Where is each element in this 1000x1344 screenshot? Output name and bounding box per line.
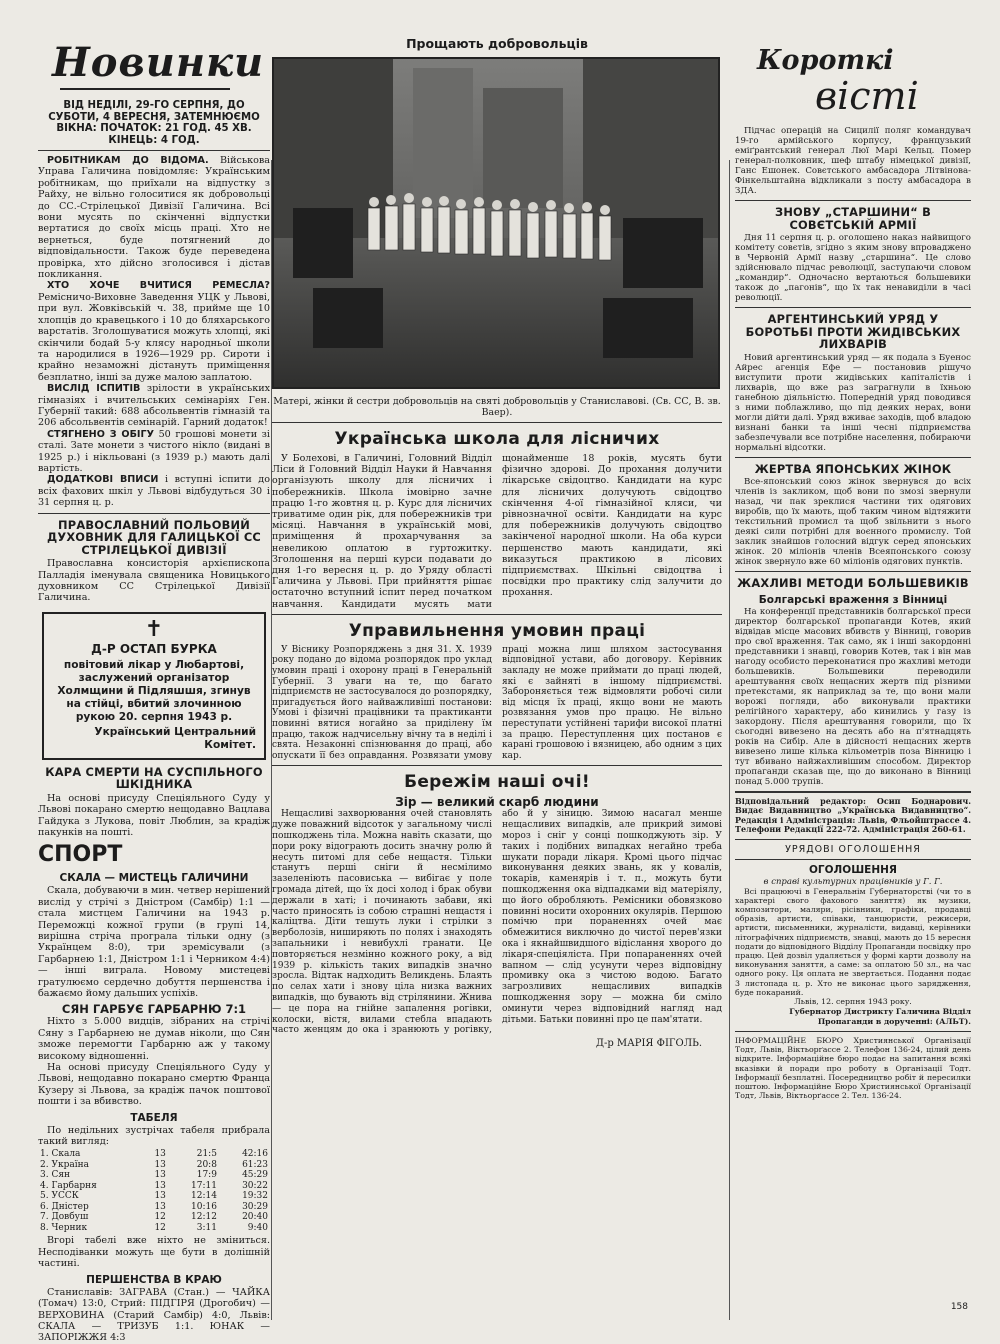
page-number: 158	[950, 1302, 968, 1312]
divider	[735, 200, 971, 201]
table-row	[38, 1170, 270, 1181]
divider	[735, 457, 971, 458]
argentina-text: Новий аргентинський уряд — як подала з Буенос Айрес агенція Ефе — постановив рішучо виступити проти жидівських капіталістів і лихварів, що вже раз заграгнули в їхньою ганебною діяльністю. Попередній уряд поводився з ними поблажливо, що під деяких нерах, вони могли дійти далі. Уряд вживає заходів, щоб владою визнані банки та інші чесні підприємства забезпечували все потрібне населення, побираючи нормальні відсотки.	[735, 352, 971, 453]
sport1-text: Скала, добуваючи в мин. четвер нерішений вислід у стрічі з Дністром (Самбір) 1:1 — стала мистцем Галичини на 1943 р. Переможці кожної групи (в групі 14, вирішна стріча програла тільки одну (з Українцем 8:0), три зремісували (з Гарбарнею 1:1, Дністром 1:1 і Черником 4:4) — інші виграла. Новому мистецеві гратулюємо сердечно добуття першенства і бажаємо йому дальших успіхів.	[38, 885, 270, 999]
death-sentence-title: КАРА СМЕРТИ НА СУСПІЛЬНОГО ШКІДНИКА	[45, 764, 263, 792]
divider	[735, 307, 971, 308]
table-note: Вгорі табелі вже ніхто не зміниться. Несподіванки можуть ще бути в долішній частині.	[38, 1235, 270, 1270]
divider	[735, 839, 971, 840]
goals-cell: 9:40	[247, 1222, 268, 1233]
table-row	[38, 1212, 270, 1223]
news-text: зрілости в українських гімназіях і вчительських семінаріях Ген. Губернії такий: 688 абсольвентів гімназій та 206 абсольвентів семінарій. Гарний додаток!	[38, 383, 270, 429]
masthead-korotki-top: Короткі	[757, 45, 894, 76]
games-cell: 13	[154, 1170, 166, 1181]
team-cell: 3. Сян	[40, 1170, 71, 1181]
news-text: і вступні іспити до всіх фахових шкіл у Львові відбудуться 30 і 31 серпня ц. р.	[38, 474, 270, 509]
short-news-list	[38, 155, 270, 509]
masthead-novynky-text: Новинки	[52, 39, 265, 86]
games-cell: 12	[154, 1222, 166, 1233]
japan-title: ЖЕРТВА ЯПОНСЬКИХ ЖІНОК	[754, 461, 952, 476]
standings-table	[38, 1149, 270, 1233]
chaplain-title: ПРАВОСЛАВНИЙ ПОЛЬОВИЙ ДУХОВНИК ДЛЯ ГАЛИЦЬКОЇ СС СТРІЛЕЦЬКОЇ ДИВІЗІЇ	[47, 517, 261, 557]
table-row	[38, 1149, 270, 1160]
table-row	[38, 1181, 270, 1192]
eyes-text: Нещасливі захворювання очей становлять дуже поважний відсоток у загальному числі пошкоджень тіла. Можна навіть сказати, що пори року відограють досить значну ролю й несуть питомі для себе нещастя. Тільки станутъ перші сніги й несмілимо зазеленіють пасовиська — вибігає у поле громада дітей, що їх досі холод і брак обуви держали в хаті; і починають забави, які часто приносять із собою страшні нещастя і каліцтва. Діти тешуть луки і стрілки з верболозів, ниширяють по полях і знаходять запальники і невибухлі гранати. Це повторяється незмінно кожного року, а від 1939 р. кількість таких випадків значно зросла. Відтак надходить Великдень. Блаять по селах хати і знову ціла низка важних випадків, що бувають від стрілянини. Жнива — це пора на гнійне запалення рогівки, колоски, вістя, вилами стебла впадають часто женцям до ока і зранюють у рогівку, або й у зіницю. Зимою насагал менше нещасливих випадків, але прикрий зимові мороз і сніг у сонці пошкоджують зір. У таких і подібних випадках негайно треба шукати поради лікаря. Кромі цього підчас виконування деяких звань, як у ковалів, токарів, каменярів і т. п., можуть бути пошкодження ока відпадками від матеріялу, що його обробляють. Ремісники обовязково повинні носити охоронних окулярів. Першою помічю при пораненнях очей має обмежитися виключно до чистої перев'язки ока і якнайшвидшого відіслання хворого до лікаря-спеціяліста. При попараненнях очей вапном — слід усунути через відповідну промивку ока з чистою водою. Багато загрозливих нещасливих випадків пошкодження зору — можна би сміло оминути через відповідний нагляд над дітьми. Батьки повинні про це пам'ятати.	[272, 809, 722, 1036]
blackout-notice: ВІД НЕДІЛІ, 29-ГО СЕРПНЯ, ДО СУБОТИ, 4 ВЕРЕСНЯ, ЗАТЕМНЮЄМО ВІКНА: ПОЧАТОК: 21 ГОД. 45 ХВ. КІНЕЦЬ: 4 ГОД.	[48, 100, 260, 146]
forestry-school-text: У Болехові, в Галичині, Головний Відділ Ліси й Головний Відділ Науки й Навчання організують школу для лісничих і побережників. Школа імовірно зачне працю 1-го жовтня ц. р. Курс для лісничих триватиме один рік, для побережників три місяці. Навчання в українській мові, приміщення й прохарчування за невеликою оплатою в гуртожитку. Зголошення на перші курси подавати до дня 1-го вересня ц. р. до Уряду області Галичина у Львові. При прийняття рішає остаточно вступний іспит перед початком навчання. Кандидати мусять мати щонайменше 18 років, мусять бути фізично здорові. До прохання долучити лікарське свідоцтво. Кандидати на курс для лісничих долучують свідоцтво скінчення 4-ої гімназійної кляси, чи рівнозначної освіти. Кандидати на курс для побережників долучують свідоцтво закінченої народної школи. На оба курси першенство мають кандидати, які виказуться практикою в лісових підприємствах. Шкільні свідоцтва і посвідки про практику слід залучити до прохання.	[272, 453, 722, 610]
column-rule-right	[729, 160, 730, 1320]
team-cell: 8. Черник	[40, 1222, 88, 1233]
masthead-korotki-bottom: вісті	[815, 74, 919, 118]
editor-credits: Відповідальний редактор: Осип Боднарович. Видає Видавництво „Українська Видавництво“. Редакція і Адміністрація: Львів, Фльойштрассе 4. Телефони Редакції 222-72. Адміністрація 260-61.	[735, 795, 971, 834]
news-item	[38, 155, 270, 280]
volunteers-photo	[272, 57, 720, 389]
goals-cell: 61:23	[242, 1159, 268, 1170]
gov-text: Всі працюючі в Генеральнім Губернаторстві (чи то в характері свого фахового заняття) як музики, композитори, маляри, рісівники, графіки, продавці образів, артисти, співаки, танцюристи, режисери, артисти, письменники, журналісти, видавці, керівники літографічних підприємств, знавці, мають до 15 вересня подати до відповідного Відділу Пропаганди посвідку про працю. Цей дозвіл удаляється у формі карти дозволу на виконування заняття, а саме: за оплатою 50 зл., на час одного року. Ця оплата не звертається. Подання подає 3 листопада ц. р. Хто не виконає цього зарядження, буде покараний.	[735, 886, 971, 997]
eyes-body	[272, 809, 722, 1036]
methods-subtitle: Болгарські враження з Вінниці	[758, 593, 948, 606]
games-cell: 13	[154, 1180, 166, 1191]
goals-cell: 30:22	[242, 1180, 268, 1191]
points-cell: 17:9	[196, 1170, 217, 1181]
points-cell: 20:8	[196, 1159, 217, 1170]
chaplain-text: Православна консисторія архієпископа Палладія іменувала священика Новицького духовником СС Стрілецької Дивізії Галичина.	[38, 558, 270, 604]
sport1-title: СКАЛА — МИСТЕЦЬ ГАЛИЧИНИ	[59, 872, 249, 885]
info-bureau-text: ІНФОРМАЦІЙНЕ БЮРО Християнської Організації Тодт, Львів, Віктьорґассе 2. Телефон 136-24, цілий день відкрите. Інформаційне бюро подає на запитання всякі вказівки й поради про роботу в Організації Тодт. Інформації безплатні. Посередництво робіт й пересилки поштою. Інформаційне Бюро Християнської Організації Тодт, Львів, Віктьорґассе 2. Тел. 136-24.	[735, 1035, 971, 1101]
methods-text: На конференції представників болгарської преси директор болгарської пропаганди Котев, який відвідав місце масових вбивств у Вінниці, говорив про свої враження. Так само, як і інші закордонні представники і знавці, говорив Котев, так і він мав нагоду особисто переконатися про жахливі методи большевиків. Большевики переводили арештування своїх нещасних жертв під різними претекстами, як наприклад за те, що вони мали ворожі погляди, або виконували практики релігійного характеру, або кинились у газу із закордону. Після арештування говорили, що їх сьогодні вивезено на десять або на п'ятнадцять років на Сибір. Але в дійсності нещасних жертв вивезено лише кілька кільометрів поза Вінницю і тут вбивано найжахливішим способом. Директор пропаганди сказав ще, що до виконано в Вінниці понад 5.000 трупів.	[735, 606, 971, 787]
goals-cell: 42:16	[242, 1149, 268, 1160]
divider	[735, 1031, 971, 1032]
table-row	[38, 1202, 270, 1213]
obituary-box	[42, 612, 266, 760]
cross-icon: ✝	[144, 616, 164, 642]
points-cell: 10:16	[191, 1201, 217, 1212]
gov-date: Львів, 12. серпня 1943 року.	[794, 996, 912, 1006]
sport2-title: СЯН ГАРБУЄ ГАРБАРНЮ 7:1	[61, 1002, 247, 1017]
divider	[735, 859, 971, 860]
games-cell: 13	[154, 1149, 166, 1160]
goals-cell: 30:29	[242, 1201, 268, 1212]
right-column	[735, 0, 971, 1326]
gov-title: ОГОЛОШЕННЯ	[809, 863, 897, 876]
officers-title: ЗНОВУ „СТАРШИНИ“ В СОВЄТСЬКІЙ АРМІЇ	[775, 205, 931, 232]
games-cell: 13	[154, 1159, 166, 1170]
news-text: Військова Управа Галичина повідомляє: Українським робітникам, що приїхали на відпустку з Райху, не вільно голоситися як добровольці до СС.-Стрілецької Дивізії Галичина. Всі вони мусять по скінченні відпустки вертатися до своїх місць праці. Хто не вернеться, буде потягнений до відповідальности. Також буде переведена провірка, хто дійсно зголосився і дістав покликання.	[38, 155, 270, 281]
eyes-signature: Д-р МАРІЯ ФІГОЛЬ.	[595, 1038, 702, 1050]
team-cell: 2. Україна	[40, 1159, 89, 1170]
games-cell: 12	[154, 1212, 166, 1223]
labor-conditions-body	[272, 645, 722, 762]
team-cell: 6. Дністер	[40, 1201, 89, 1212]
news-head: ВИСЛІД ІСПИТІВ	[47, 383, 141, 395]
table-intro: По недільних зустрічах табеля прибрала такий вигляд:	[38, 1124, 270, 1148]
points-cell: 17:11	[191, 1180, 217, 1191]
divider	[272, 422, 722, 423]
regional-text: Станиславів: ЗАГРАВА (Стан.) — ЧАЙКА (Томач) 13:0, Стрий: ПІДГІРЯ (Дрогобич) — ВЕРХОВИНА (Старий Самбір) 4:0, Львів: СКАЛА — ТРИЗУБ 1:1. ЮНАК — ЗАПОРІЖЖЯ 4:3	[38, 1286, 270, 1344]
team-cell: 4. Гарбарня	[40, 1180, 97, 1191]
photo-caption: Матері, жінки й сестри добровольців на святі добровольців у Станиславові. (Св. СС, В. зв. Ваер).	[273, 396, 721, 418]
news-text: 50 грошові монети зі сталі. Зате монети з чистого нікло (видані в 1925 р.) і нікльовані (з 1939 р.) мають далі вартість.	[38, 428, 270, 474]
table-row	[38, 1223, 270, 1234]
japan-text: Все-японський союз жінок звернувся до всіх членів із закликом, щоб вони по змозі звернули назад, чи пак зреклися частини тих одягових виробів, що їх мають, щоб таким чином відтяжити текстильний промисл та щоб звільнити з нього деякі сили потрібні для воєнного промислу. Той заклик знайшов голосний відгук серед японських жінок. 20 міліонів членів Всеяпонського союзу жінок звернуло вже 60 міліонів одягових пунктів.	[735, 477, 971, 567]
sport2-text: Ніхто з 5.000 видців, зібраних на стрічі Сяну з Гарбарнею не думав ніколи, що Сян зможе перемогти Гарбарню аж у такому високому відношенні.	[38, 1016, 270, 1062]
games-cell: 13	[154, 1201, 166, 1212]
news-item	[38, 429, 270, 475]
points-cell: 3:11	[196, 1222, 217, 1233]
obituary-name: Д-Р ОСТАП БУРКА	[91, 641, 217, 656]
points-cell: 12:14	[191, 1191, 217, 1202]
divider	[38, 513, 270, 514]
sport2-text-2: На основі присуду Спеціяльного Суду у Львові, нещодавно покарано смертю Франца Кузеру зі Львова, за крадіж пачок поштової пошти і за вбивство.	[38, 1062, 270, 1108]
points-cell: 21:5	[196, 1149, 217, 1160]
table-row	[38, 1191, 270, 1202]
sport-heading: СПОРТ	[38, 842, 123, 868]
news-item	[38, 383, 270, 429]
divider	[735, 791, 971, 793]
table-title: ТАБЕЛЯ	[130, 1111, 178, 1124]
gov-signature: Губернатор Дистрикту Галичина Відділ Пропаганди в дорученні: (АЛЬТ).	[789, 1006, 971, 1026]
masthead-korotki	[735, 46, 971, 124]
goals-cell: 19:32	[242, 1191, 268, 1202]
news-head: ДОДАТКОВІ ВПИСИ	[47, 474, 159, 486]
divider	[272, 614, 722, 615]
gov-subtitle: в справі культурних працівників у Г. Г.	[763, 876, 943, 887]
middle-column	[272, 0, 722, 1326]
masthead-underline	[60, 88, 230, 90]
obituary-signature: Український Центральний Комітет.	[94, 725, 256, 751]
games-cell: 13	[154, 1191, 166, 1202]
gov-announcements-head: УРЯДОВІ ОГОЛОШЕННЯ	[785, 843, 921, 855]
left-column	[38, 0, 270, 1344]
divider	[272, 765, 722, 766]
team-cell: 5. УССК	[40, 1191, 79, 1202]
divider	[735, 571, 971, 572]
news-head: РОБІТНИКАМ ДО ВІДОМА.	[47, 155, 209, 166]
divider	[38, 150, 270, 151]
labor-conditions-text: У Віснику Розпоряджень з дня 31. X. 1939 року подано до відома розпорядок про уклад умовин праці і охорону праці в Генеральній Губернії. З уваги на те, що багато підприємств не застосувалося до розпорядку, пригадується його найважливіші постанови: Умові і фізичні працівники та практиканти повинні вятися ногайно за приділену їм працю, також надчисельну вічну та в неділі і свята. Незаконні спізнювання до праці, або опускати її без оправдання. Розвязати умову праці можна лиш шляхом застосування відповідної устави, або договору. Керівник закладу не може приймати до праці людей, які є зайняті в іншому підприємстві. Забороняється теж відмовляти робочі сили від місця їх праці, якщо вони не мають розвязання умов про працю. Не вільно переступати устійнені тарифи високої платні за працю. Переступлення цих постанов є карані грошовою і вязницею, або одним з цих кар.	[272, 644, 722, 761]
eyes-title: Бережім наші очі!	[404, 772, 590, 793]
death-sentence-text: На основі присуду Спеціяльного Суду у Львові покарано смертю нещодавно Вацлава Гайдука з Лукова, повіт Люблин, за крадіж пакунків на пошті.	[38, 792, 270, 838]
team-cell: 7. Довбуш	[40, 1212, 89, 1223]
forestry-school-title: Українська школа для лісничих	[334, 429, 660, 449]
labor-conditions-title: Управильнення умовин праці	[348, 620, 646, 641]
news-item	[38, 474, 270, 508]
table-row	[38, 1160, 270, 1171]
team-cell: 1. Скала	[40, 1149, 81, 1160]
masthead-novynky	[38, 38, 270, 96]
regional-title: ПЕРШЕНСТВА В КРАЮ	[86, 1273, 222, 1286]
goals-cell: 20:40	[242, 1212, 268, 1223]
photo-title: Прощають добровольців	[406, 36, 588, 51]
short-news-lead: Підчас операцій на Сицилії поляг командувач 19-го армійського корпусу, французький еміґрантський генерал Люї Марі Кельц. Помер генерал-полковник, шеф штабу німецької дивізії, Ганс Ешонек. Совєтського амбасадора Літвінова-Фінкельштайна відкликали з посту амбасадора в ЗДА.	[735, 126, 971, 196]
news-head: ХТО ХОЧЕ ВЧИТИСЯ РЕМЕСЛА?	[47, 280, 270, 292]
goals-cell: 45:29	[242, 1170, 268, 1181]
methods-title: ЖАХЛИВІ МЕТОДИ БОЛЬШЕВИКІВ	[737, 576, 969, 590]
points-cell: 12:12	[191, 1212, 217, 1223]
argentina-title: АРГЕНТИНСЬКИЙ УРЯД У БОРОТЬБІ ПРОТИ ЖИДІВСЬКИХ ЛИХВАРІВ	[745, 312, 961, 351]
news-head: СТЯГНЕНО З ОБІГУ	[47, 428, 154, 440]
officers-text: Дня 11 серпня ц. р. оголошено наказ найвищого комітету совєтів, згідно з яким знову впроваджено в Червоній Армії назву „старшина“. Це слово здійснювало підчас революції, заступаючи словом „командир“. Одночасно вертаються большевики також до „пагонів“, що їх так ненавиділи в часі революції.	[735, 233, 971, 303]
news-item	[38, 280, 270, 383]
news-text: Ремісничо-Виховне Заведення УЦК у Львові, при вул. Жовківській ч. 38, прийме ще 10 хлопців до кравецького і 10 до бляхарського варстатів. Зголошуватися можуть хлопці, які скінчили бодай 5-у клясу народньої школи та народилися в 1926—1929 рр. Сироти і крайно незаможні дістануть приміщення безплатно, інші за дуже малою заплатою.	[38, 291, 270, 383]
eyes-subtitle: Зір — великий скарб людини	[395, 795, 599, 810]
obituary-text: повітовий лікар у Любартові, заслужений організатор Холмщини й Підляшшя, згинув на стійці, вбитий злочинною рукою 20. серпня 1943 р.	[57, 658, 251, 723]
forestry-school-body	[272, 453, 722, 610]
